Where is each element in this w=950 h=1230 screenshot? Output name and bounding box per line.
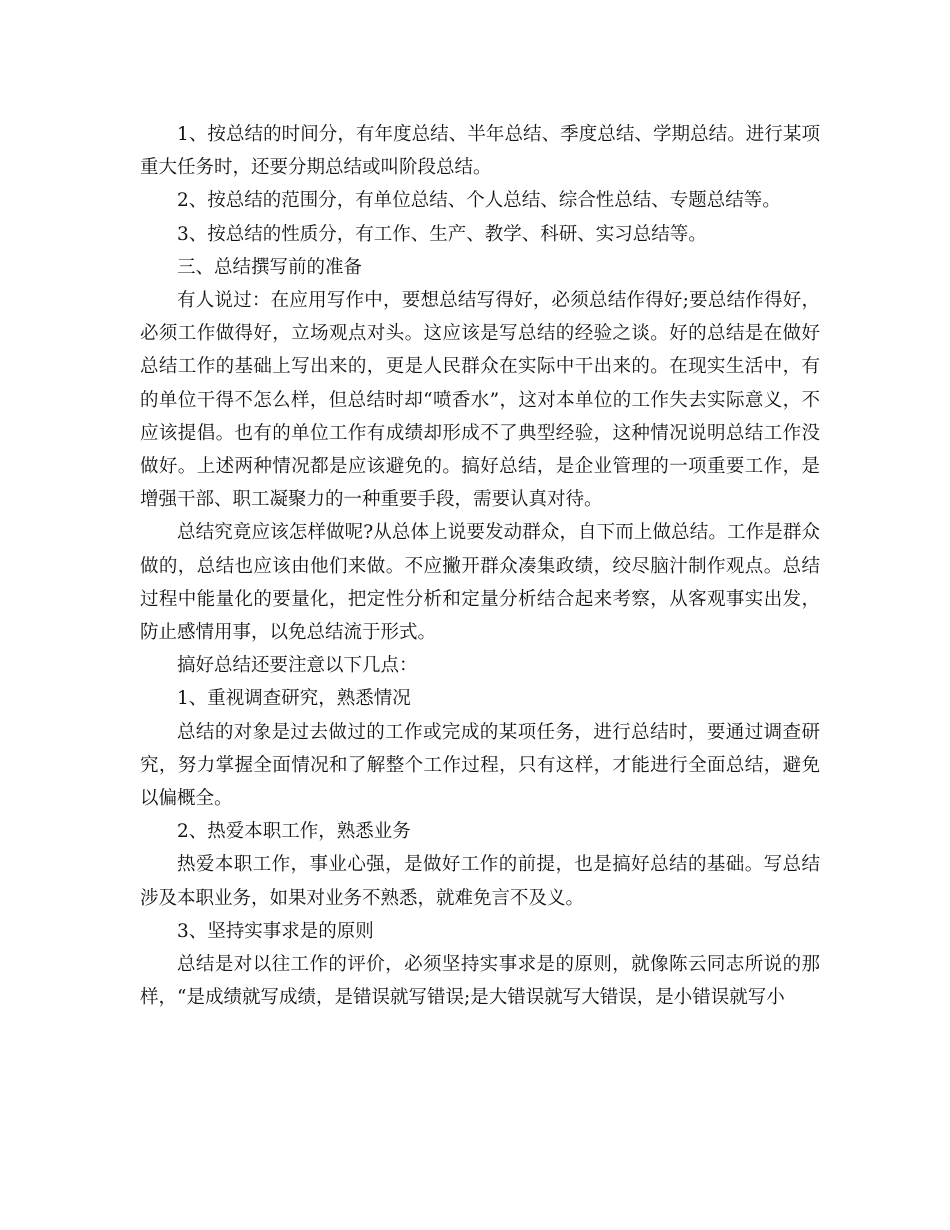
section-heading-preparation: 三、总结撰写前的准备 xyxy=(177,256,363,278)
paragraph-nature-classification: 3、按总结的性质分，有工作、生产、教学、科研、实习总结等。 xyxy=(177,223,707,245)
paragraph-how-to-summarize: 总结究竟应该怎样做呢?从总体上说要发动群众，自下而上做总结。工作是群众做的，总结也应该由他们来做。不应撇开群众凑集政绩，绞尽脑汁制作观点。总结过程中能量化的要量化，把定性分析和定量分析结合起来考察，从客观事实出发，防止感情用事，以免总结流于形式。 xyxy=(140,522,820,644)
paragraph-love-work-body: 热爱本职工作，事业心强，是做好工作的前提，也是搞好总结的基础。写总结涉及本职业务，如果对业务不熟悉，就难免言不及义。 xyxy=(140,854,820,909)
paragraph-investigation-body: 总结的对象是过去做过的工作或完成的某项任务，进行总结时，要通过调查研究，努力掌握全面情况和了解整个工作过程，只有这样，才能进行全面总结，避免以偏概全。 xyxy=(140,721,820,810)
point-heading-investigation: 1、重视调查研究，熟悉情况 xyxy=(177,688,411,710)
paragraph-scope-classification: 2、按总结的范围分，有单位总结、个人总结、综合性总结、专题总结等。 xyxy=(177,190,781,212)
paragraph-truth-body: 总结是对以往工作的评价，必须坚持实事求是的原则，就像陈云同志所说的那样，“是成绩就写成绩，是错误就写错误;是大错误就写大错误，是小错误就写小 xyxy=(140,954,820,1009)
paragraph-time-classification: 1、按总结的时间分，有年度总结、半年总结、季度总结、学期总结。进行某项重大任务时，还要分期总结或叫阶段总结。 xyxy=(140,124,820,179)
paragraph-points-intro: 搞好总结还要注意以下几点： xyxy=(177,655,418,677)
document-body xyxy=(140,118,820,1014)
point-heading-truth: 3、坚持实事求是的原则 xyxy=(177,920,374,942)
paragraph-preparation-body: 有人说过：在应用写作中，要想总结写得好，必须总结作得好;要总结作得好，必须工作做得好，立场观点对头。这应该是写总结的经验之谈。好的总结是在做好总结工作的基础上写出来的，更是人民群众在实际中干出来的。在现实生活中，有的单位干得不怎么样，但总结时却“喷香水”，这对本单位的工作失去实际意义，不应该提倡。也有的单位工作有成绩却形成不了典型经验，这种情况说明总结工作没做好。上述两种情况都是应该避免的。搞好总结，是企业管理的一项重要工作，是增强干部、职工凝聚力的一种重要手段，需要认真对待。 xyxy=(140,290,820,511)
point-heading-love-work: 2、热爱本职工作，熟悉业务 xyxy=(177,821,411,843)
